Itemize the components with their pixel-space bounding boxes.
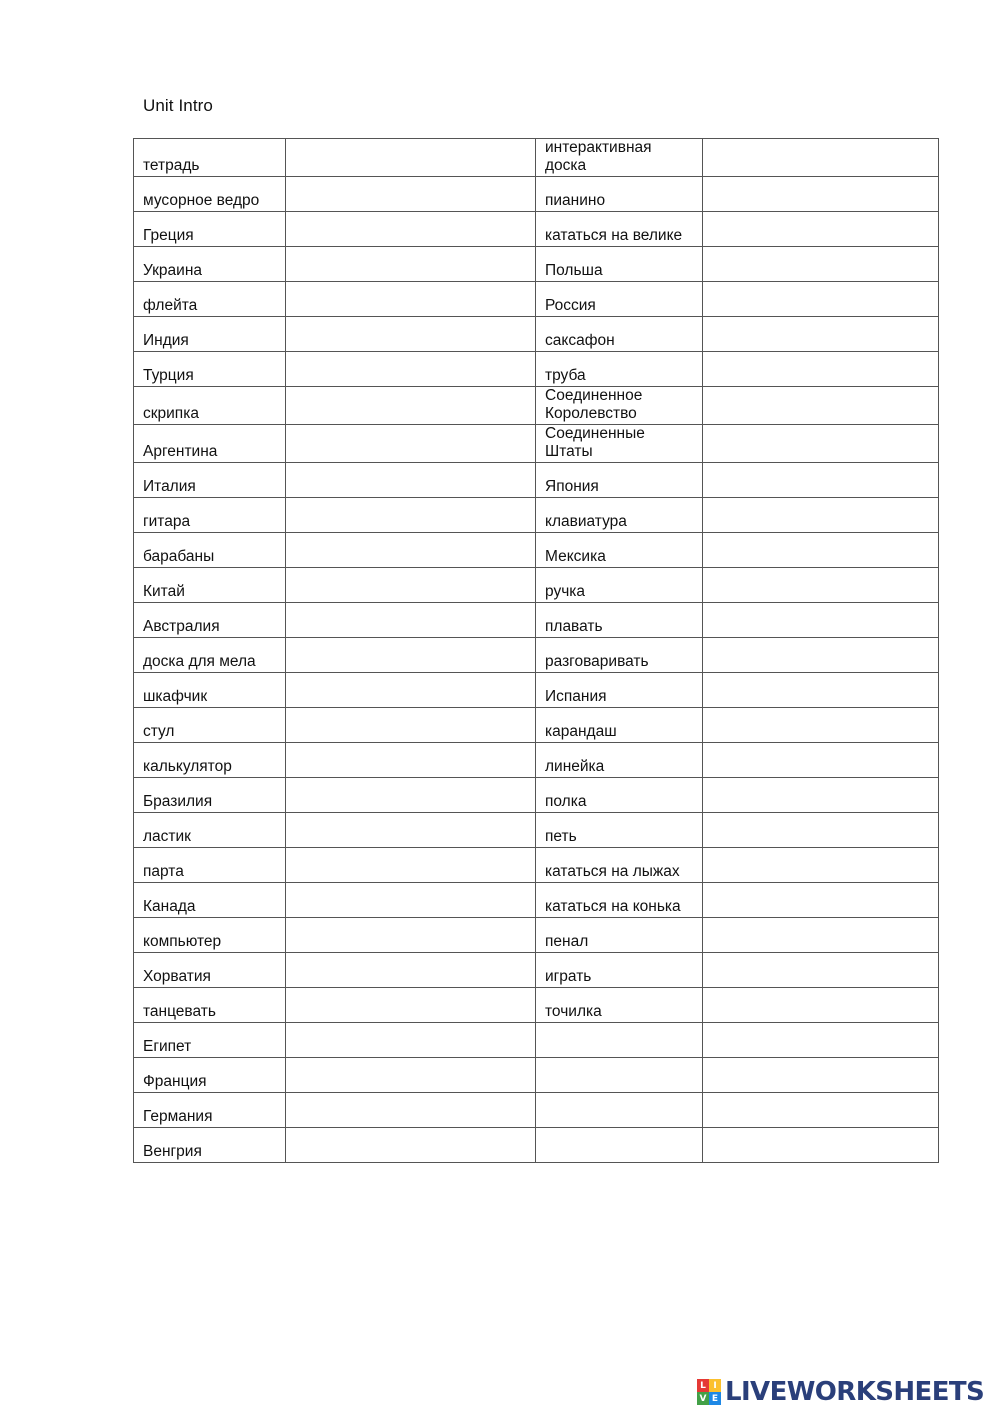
answer-cell-left[interactable] xyxy=(286,743,536,778)
page-title: Unit Intro xyxy=(143,96,213,115)
word-cell-left: скрипка xyxy=(134,387,286,425)
word-cell-right: кататься на лыжах xyxy=(536,848,703,883)
table-row xyxy=(134,1093,939,1128)
answer-cell-left[interactable] xyxy=(286,1093,536,1128)
answer-cell-left[interactable] xyxy=(286,953,536,988)
table-row xyxy=(134,988,939,1023)
word-cell-left: Италия xyxy=(134,463,286,498)
answer-cell-right[interactable] xyxy=(703,463,939,498)
word-cell-left: гитара xyxy=(134,498,286,533)
answer-cell-left[interactable] xyxy=(286,463,536,498)
word-cell-left: Греция xyxy=(134,212,286,247)
table-row xyxy=(134,708,939,743)
answer-cell-right[interactable] xyxy=(703,953,939,988)
answer-cell-right[interactable] xyxy=(703,282,939,317)
word-cell-right: петь xyxy=(536,813,703,848)
logo-letter-l: L xyxy=(697,1379,709,1392)
brand-name: LIVEWORKSHEETS xyxy=(725,1377,985,1407)
answer-cell-right[interactable] xyxy=(703,1128,939,1163)
table-row xyxy=(134,177,939,212)
answer-cell-left[interactable] xyxy=(286,568,536,603)
answer-cell-right[interactable] xyxy=(703,533,939,568)
answer-cell-left[interactable] xyxy=(286,139,536,177)
answer-cell-right[interactable] xyxy=(703,778,939,813)
word-cell-right xyxy=(536,1058,703,1093)
answer-cell-left[interactable] xyxy=(286,317,536,352)
word-cell-right: играть xyxy=(536,953,703,988)
word-cell-right xyxy=(536,1023,703,1058)
table-row xyxy=(134,498,939,533)
answer-cell-left[interactable] xyxy=(286,918,536,953)
logo-letter-i: I xyxy=(709,1379,721,1392)
word-cell-left: ластик xyxy=(134,813,286,848)
answer-cell-right[interactable] xyxy=(703,425,939,463)
word-cell-left: Бразилия xyxy=(134,778,286,813)
answer-cell-left[interactable] xyxy=(286,708,536,743)
table-row xyxy=(134,139,939,177)
table-row xyxy=(134,247,939,282)
word-cell-left: Венгрия xyxy=(134,1128,286,1163)
answer-cell-left[interactable] xyxy=(286,1023,536,1058)
table-row xyxy=(134,533,939,568)
word-cell-left: стул xyxy=(134,708,286,743)
answer-cell-right[interactable] xyxy=(703,568,939,603)
answer-cell-left[interactable] xyxy=(286,778,536,813)
vocabulary-table xyxy=(133,138,939,1163)
word-cell-right: Испания xyxy=(536,673,703,708)
word-cell-left: калькулятор xyxy=(134,743,286,778)
answer-cell-right[interactable] xyxy=(703,603,939,638)
word-cell-right: точилка xyxy=(536,988,703,1023)
table-row xyxy=(134,317,939,352)
answer-cell-right[interactable] xyxy=(703,918,939,953)
word-cell-left: Австралия xyxy=(134,603,286,638)
word-cell-left: Турция xyxy=(134,352,286,387)
table-row xyxy=(134,778,939,813)
answer-cell-left[interactable] xyxy=(286,1128,536,1163)
answer-cell-right[interactable] xyxy=(703,177,939,212)
answer-cell-left[interactable] xyxy=(286,883,536,918)
word-cell-left: парта xyxy=(134,848,286,883)
answer-cell-right[interactable] xyxy=(703,139,939,177)
word-cell-right: карандаш xyxy=(536,708,703,743)
word-cell-left: Египет xyxy=(134,1023,286,1058)
table-row xyxy=(134,848,939,883)
word-cell-right: кататься на велике xyxy=(536,212,703,247)
liveworksheets-brand xyxy=(697,1378,984,1406)
word-cell-right: плавать xyxy=(536,603,703,638)
word-cell-right: интерактивная доска xyxy=(536,139,703,177)
answer-cell-right[interactable] xyxy=(703,638,939,673)
word-cell-left: мусорное ведро xyxy=(134,177,286,212)
word-cell-left: тетрадь xyxy=(134,139,286,177)
answer-cell-right[interactable] xyxy=(703,1093,939,1128)
answer-cell-left[interactable] xyxy=(286,282,536,317)
word-cell-right: клавиатура xyxy=(536,498,703,533)
answer-cell-left[interactable] xyxy=(286,498,536,533)
answer-cell-right[interactable] xyxy=(703,317,939,352)
answer-cell-right[interactable] xyxy=(703,673,939,708)
word-cell-right: линейка xyxy=(536,743,703,778)
word-cell-right: Япония xyxy=(536,463,703,498)
answer-cell-left[interactable] xyxy=(286,988,536,1023)
answer-cell-left[interactable] xyxy=(286,673,536,708)
word-cell-right: пианино xyxy=(536,177,703,212)
table-row xyxy=(134,1128,939,1163)
table-row xyxy=(134,638,939,673)
word-cell-right: Соединенные Штаты xyxy=(536,425,703,463)
table-row xyxy=(134,918,939,953)
word-cell-left: шкафчик xyxy=(134,673,286,708)
word-cell-right: Польша xyxy=(536,247,703,282)
answer-cell-left[interactable] xyxy=(286,247,536,282)
word-cell-right: Мексика xyxy=(536,533,703,568)
word-cell-left: барабаны xyxy=(134,533,286,568)
word-cell-right: саксафон xyxy=(536,317,703,352)
table-row xyxy=(134,352,939,387)
word-cell-right xyxy=(536,1093,703,1128)
word-cell-right: ручка xyxy=(536,568,703,603)
table-row xyxy=(134,603,939,638)
table-row xyxy=(134,883,939,918)
table-row xyxy=(134,387,939,425)
table-row xyxy=(134,425,939,463)
word-cell-left: флейта xyxy=(134,282,286,317)
answer-cell-left[interactable] xyxy=(286,533,536,568)
table-row xyxy=(134,1023,939,1058)
table-row xyxy=(134,953,939,988)
table-row xyxy=(134,1058,939,1093)
answer-cell-left[interactable] xyxy=(286,425,536,463)
word-cell-right: Соединенное Королевство xyxy=(536,387,703,425)
word-cell-left: Франция xyxy=(134,1058,286,1093)
answer-cell-right[interactable] xyxy=(703,1058,939,1093)
word-cell-left: компьютер xyxy=(134,918,286,953)
answer-cell-left[interactable] xyxy=(286,387,536,425)
vocabulary-table-body xyxy=(134,139,939,1163)
table-row xyxy=(134,743,939,778)
answer-cell-left[interactable] xyxy=(286,848,536,883)
answer-cell-right[interactable] xyxy=(703,813,939,848)
word-cell-left: Индия xyxy=(134,317,286,352)
answer-cell-left[interactable] xyxy=(286,1058,536,1093)
word-cell-right: Россия xyxy=(536,282,703,317)
word-cell-left: доска для мела xyxy=(134,638,286,673)
liveworksheets-logo-icon xyxy=(697,1379,721,1405)
answer-cell-right[interactable] xyxy=(703,498,939,533)
answer-cell-right[interactable] xyxy=(703,212,939,247)
table-row xyxy=(134,568,939,603)
answer-cell-left[interactable] xyxy=(286,813,536,848)
word-cell-right: разговаривать xyxy=(536,638,703,673)
answer-cell-right[interactable] xyxy=(703,352,939,387)
word-cell-left: Аргентина xyxy=(134,425,286,463)
answer-cell-left[interactable] xyxy=(286,212,536,247)
word-cell-right: полка xyxy=(536,778,703,813)
answer-cell-right[interactable] xyxy=(703,708,939,743)
word-cell-left: Китай xyxy=(134,568,286,603)
answer-cell-right[interactable] xyxy=(703,743,939,778)
answer-cell-right[interactable] xyxy=(703,247,939,282)
word-cell-left: Украина xyxy=(134,247,286,282)
answer-cell-left[interactable] xyxy=(286,603,536,638)
answer-cell-left[interactable] xyxy=(286,638,536,673)
logo-letter-v: V xyxy=(697,1392,709,1405)
answer-cell-right[interactable] xyxy=(703,988,939,1023)
word-cell-left: Германия xyxy=(134,1093,286,1128)
answer-cell-right[interactable] xyxy=(703,883,939,918)
word-cell-right xyxy=(536,1128,703,1163)
table-row xyxy=(134,282,939,317)
table-row xyxy=(134,813,939,848)
word-cell-right: труба xyxy=(536,352,703,387)
answer-cell-right[interactable] xyxy=(703,387,939,425)
word-cell-left: Хорватия xyxy=(134,953,286,988)
table-row xyxy=(134,673,939,708)
table-row xyxy=(134,463,939,498)
answer-cell-left[interactable] xyxy=(286,352,536,387)
table-row xyxy=(134,212,939,247)
answer-cell-left[interactable] xyxy=(286,177,536,212)
word-cell-left: Канада xyxy=(134,883,286,918)
answer-cell-right[interactable] xyxy=(703,1023,939,1058)
word-cell-right: пенал xyxy=(536,918,703,953)
word-cell-right: кататься на конька xyxy=(536,883,703,918)
logo-letter-e: E xyxy=(709,1392,721,1405)
word-cell-left: танцевать xyxy=(134,988,286,1023)
answer-cell-right[interactable] xyxy=(703,848,939,883)
